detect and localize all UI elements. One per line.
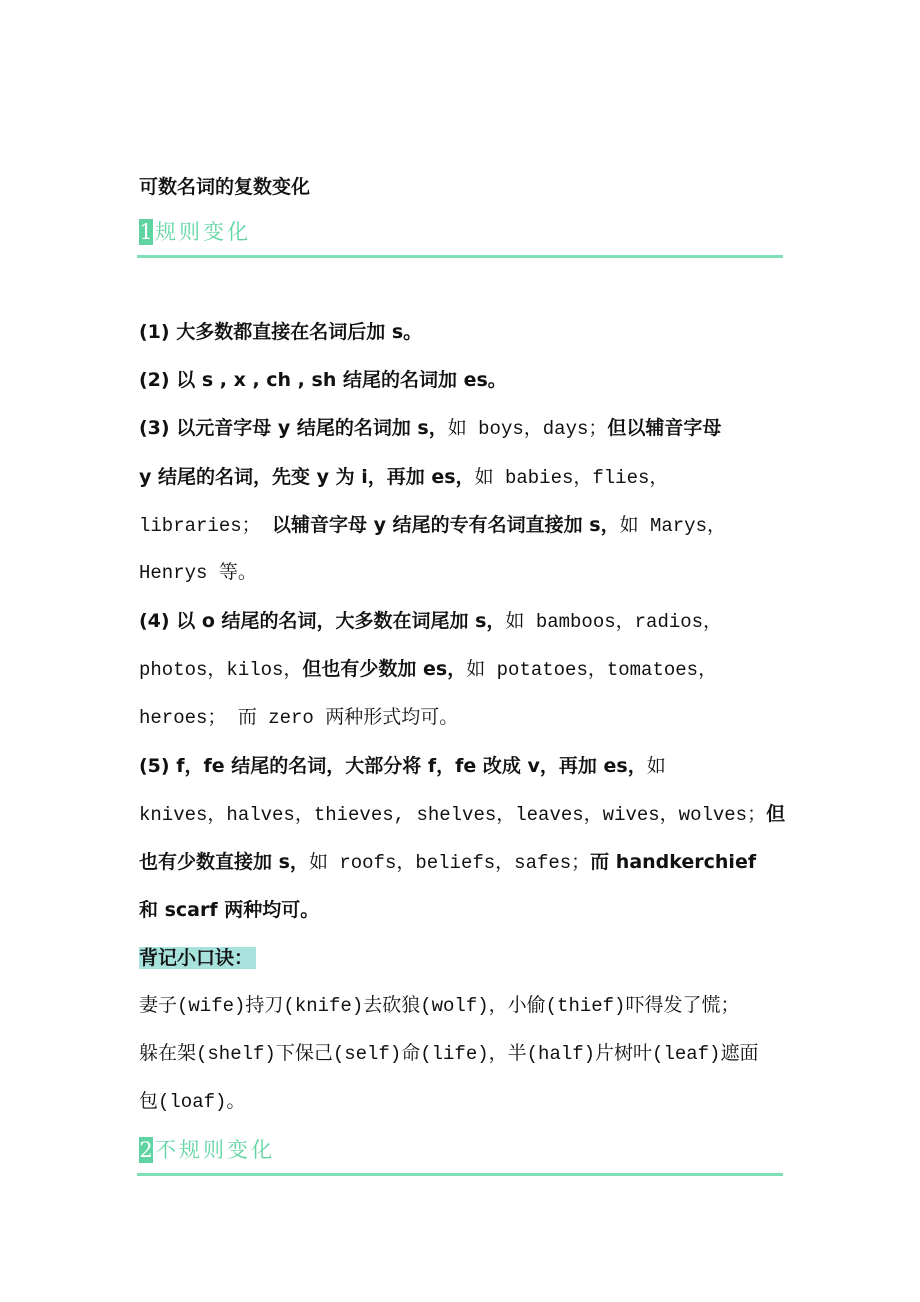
bold-text: 但 [766, 803, 786, 825]
rule-line [139, 705, 458, 731]
bold-text: 而 handkerchief [590, 851, 757, 874]
section-heading-irregular [139, 1137, 275, 1163]
rule-line [139, 656, 717, 682]
rule-line [139, 367, 507, 393]
bold-text: (2) 以 s , x , ch , sh 结尾的名词加 es。 [139, 369, 507, 392]
example-text: 如 Marys， [619, 514, 726, 537]
example-text: Henrys 等。 [139, 562, 257, 584]
section-divider [137, 1173, 783, 1176]
mnemonic-line: 躲在架(shelf)下保己(self)命(life)，半(half)片树叶(leaf)遮面 [139, 1043, 759, 1065]
example-text: 如 boys，days； [447, 418, 608, 441]
bold-text: (4) 以 o 结尾的名词，大多数在词尾加 s， [139, 610, 506, 633]
bold-text: (1) 大多数都直接在名词后加 s。 [139, 321, 423, 343]
example-text: 如 roofs，beliefs，safes； [308, 852, 591, 875]
rule-line [139, 512, 726, 538]
bold-text: (3) 以元音字母 y 结尾的名词加 s， [139, 417, 448, 440]
rule-line [139, 464, 668, 490]
example-text: photos，kilos， [139, 659, 303, 682]
example-text: libraries； [139, 514, 273, 537]
bold-text: 和 scarf 两种均可。 [139, 899, 320, 922]
example-text: 如 bamboos，radios， [505, 611, 723, 634]
bold-text: y 结尾的名词，先变 y 为 i，再加 es， [139, 465, 475, 488]
section-label: 不规则变化 [155, 1138, 275, 1162]
rule-line [139, 560, 257, 586]
rule-line [139, 897, 319, 923]
bold-text: 但也有少数加 es， [302, 658, 467, 681]
rule-line [139, 801, 785, 827]
bold-text: 以辅音字母 y 结尾的专有名词直接加 s， [272, 513, 620, 536]
section-divider [137, 255, 783, 258]
rule-line [139, 849, 756, 875]
rule-line [139, 319, 422, 345]
section-heading-regular [139, 219, 251, 245]
mnemonic-label-text: 背记小口诀： [139, 947, 256, 969]
example-text: knives，halves，thieves, shelves，leaves，wives，wolves； [139, 804, 767, 826]
mnemonic-line: 妻子(wife)持刀(knife)去砍狼(wolf)，小偷(thief)吓得发了慌； [139, 995, 740, 1017]
section-number: 2 [139, 1138, 153, 1162]
example-text: 如 [646, 755, 666, 778]
rule-line [139, 608, 722, 634]
example-text: heroes； 而 zero 两种形式均可。 [139, 706, 459, 729]
section-label: 规则变化 [155, 220, 251, 244]
rule-line [139, 415, 721, 441]
bold-text: 但以辅音字母 [607, 417, 722, 440]
document-title: 可数名词的复数变化 [139, 176, 311, 198]
section-number: 1 [139, 220, 153, 244]
example-text: 如 potatoes，tomatoes， [466, 659, 718, 682]
mnemonic-label [139, 945, 256, 971]
example-text: 如 babies，flies， [474, 466, 669, 489]
mnemonic-line: 包(loaf)。 [139, 1091, 246, 1113]
rule-line [139, 753, 666, 779]
bold-text: (5) f，fe 结尾的名词，大部分将 f，fe 改成 v，再加 es， [139, 754, 647, 777]
bold-text: 也有少数直接加 s， [139, 851, 309, 874]
